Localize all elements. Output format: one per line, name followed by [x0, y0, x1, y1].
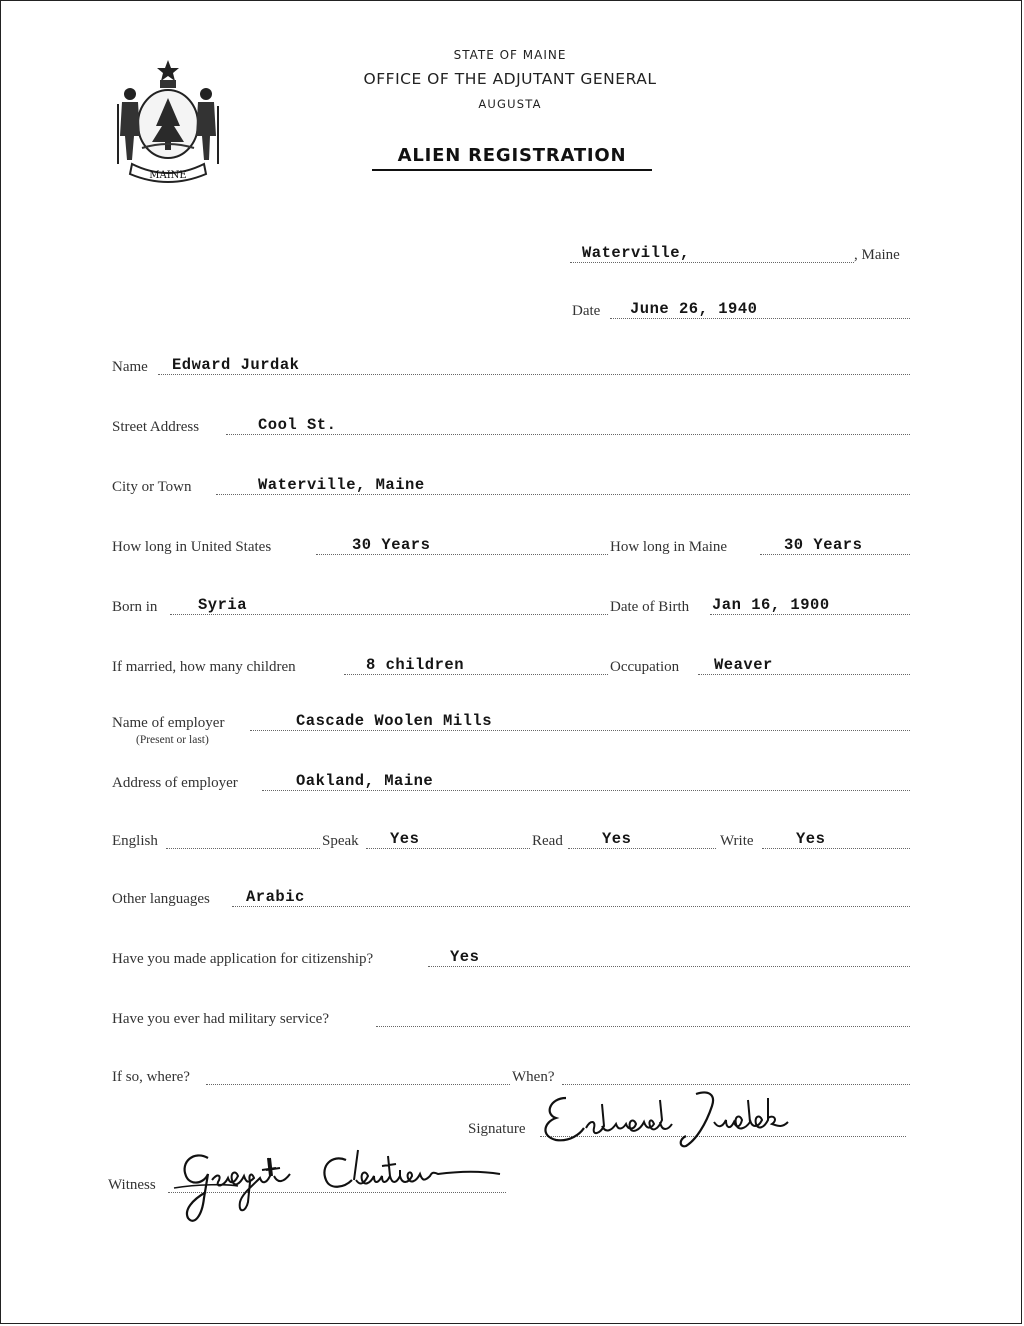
employer-address-row [110, 772, 912, 794]
citizenship-row [110, 948, 912, 970]
military-label: Have you ever had military service? [112, 1011, 329, 1027]
signature-label: Signature [468, 1121, 526, 1137]
city-row [110, 476, 912, 498]
us-years-label: How long in United States [112, 539, 272, 555]
write-value[interactable]: Yes [796, 830, 826, 848]
witness-handwriting [168, 1140, 508, 1230]
city-value[interactable]: Waterville, Maine [258, 476, 425, 494]
city-heading: AUGUSTA [478, 97, 542, 111]
name-value[interactable]: Edward Jurdak [172, 356, 300, 374]
born-in-value[interactable]: Syria [198, 596, 248, 614]
place-row [570, 244, 914, 266]
name-row [110, 356, 912, 378]
military-row [110, 1008, 912, 1030]
english-row [110, 830, 912, 852]
when-label: When? [512, 1069, 555, 1085]
speak-label: Speak [322, 833, 359, 849]
read-label: Read [532, 833, 563, 849]
read-value[interactable]: Yes [602, 830, 632, 848]
dob-label: Date of Birth [610, 599, 690, 615]
occupation-value[interactable]: Weaver [714, 656, 773, 674]
date-value[interactable]: June 26, 1940 [630, 300, 758, 318]
birth-row [110, 596, 912, 618]
dob-value[interactable]: Jan 16, 1900 [712, 596, 830, 614]
employer-value[interactable]: Cascade Woolen Mills [296, 712, 493, 730]
seal-banner-text: MAINE [149, 170, 187, 181]
english-label: English [112, 833, 158, 849]
employer-row [110, 712, 912, 746]
street-value[interactable]: Cool St. [258, 416, 337, 434]
born-in-label: Born in [112, 599, 158, 615]
witness-label: Witness [108, 1177, 156, 1193]
family-row [110, 656, 912, 678]
state-seal-icon [112, 56, 224, 186]
state-heading: STATE OF MAINE [453, 48, 567, 62]
speak-value[interactable]: Yes [390, 830, 420, 848]
title-underline [372, 169, 652, 171]
employer-address-value[interactable]: Oakland, Maine [296, 772, 434, 790]
children-value[interactable]: 8 children [366, 656, 465, 674]
employer-sublabel: (Present or last) [136, 734, 209, 746]
citizenship-label: Have you made application for citizenship? [112, 951, 374, 967]
us-years-value[interactable]: 30 Years [352, 536, 431, 554]
languages-value[interactable]: Arabic [246, 888, 305, 906]
place-suffix: , Maine [854, 247, 900, 263]
place-value[interactable]: Waterville, [582, 244, 690, 262]
signature-handwriting [536, 1084, 806, 1156]
children-label: If married, how many children [112, 659, 296, 675]
employer-label: Name of employer [112, 715, 225, 731]
maine-years-value[interactable]: 30 Years [784, 536, 863, 554]
office-heading: OFFICE OF THE ADJUTANT GENERAL [363, 70, 657, 88]
maine-years-label: How long in Maine [610, 539, 728, 555]
city-label: City or Town [112, 479, 192, 495]
languages-label: Other languages [112, 891, 210, 907]
residence-row [110, 536, 912, 558]
date-label: Date [572, 303, 601, 319]
languages-row [110, 888, 912, 910]
street-row [110, 416, 912, 438]
employer-address-label: Address of employer [112, 775, 238, 791]
form-title: ALIEN REGISTRATION [397, 145, 627, 166]
write-label: Write [720, 833, 754, 849]
name-label: Name [112, 359, 148, 375]
date-row [570, 300, 912, 322]
citizenship-value[interactable]: Yes [450, 948, 480, 966]
street-label: Street Address [112, 419, 200, 435]
occupation-label: Occupation [610, 659, 680, 675]
where-label: If so, where? [112, 1069, 190, 1085]
